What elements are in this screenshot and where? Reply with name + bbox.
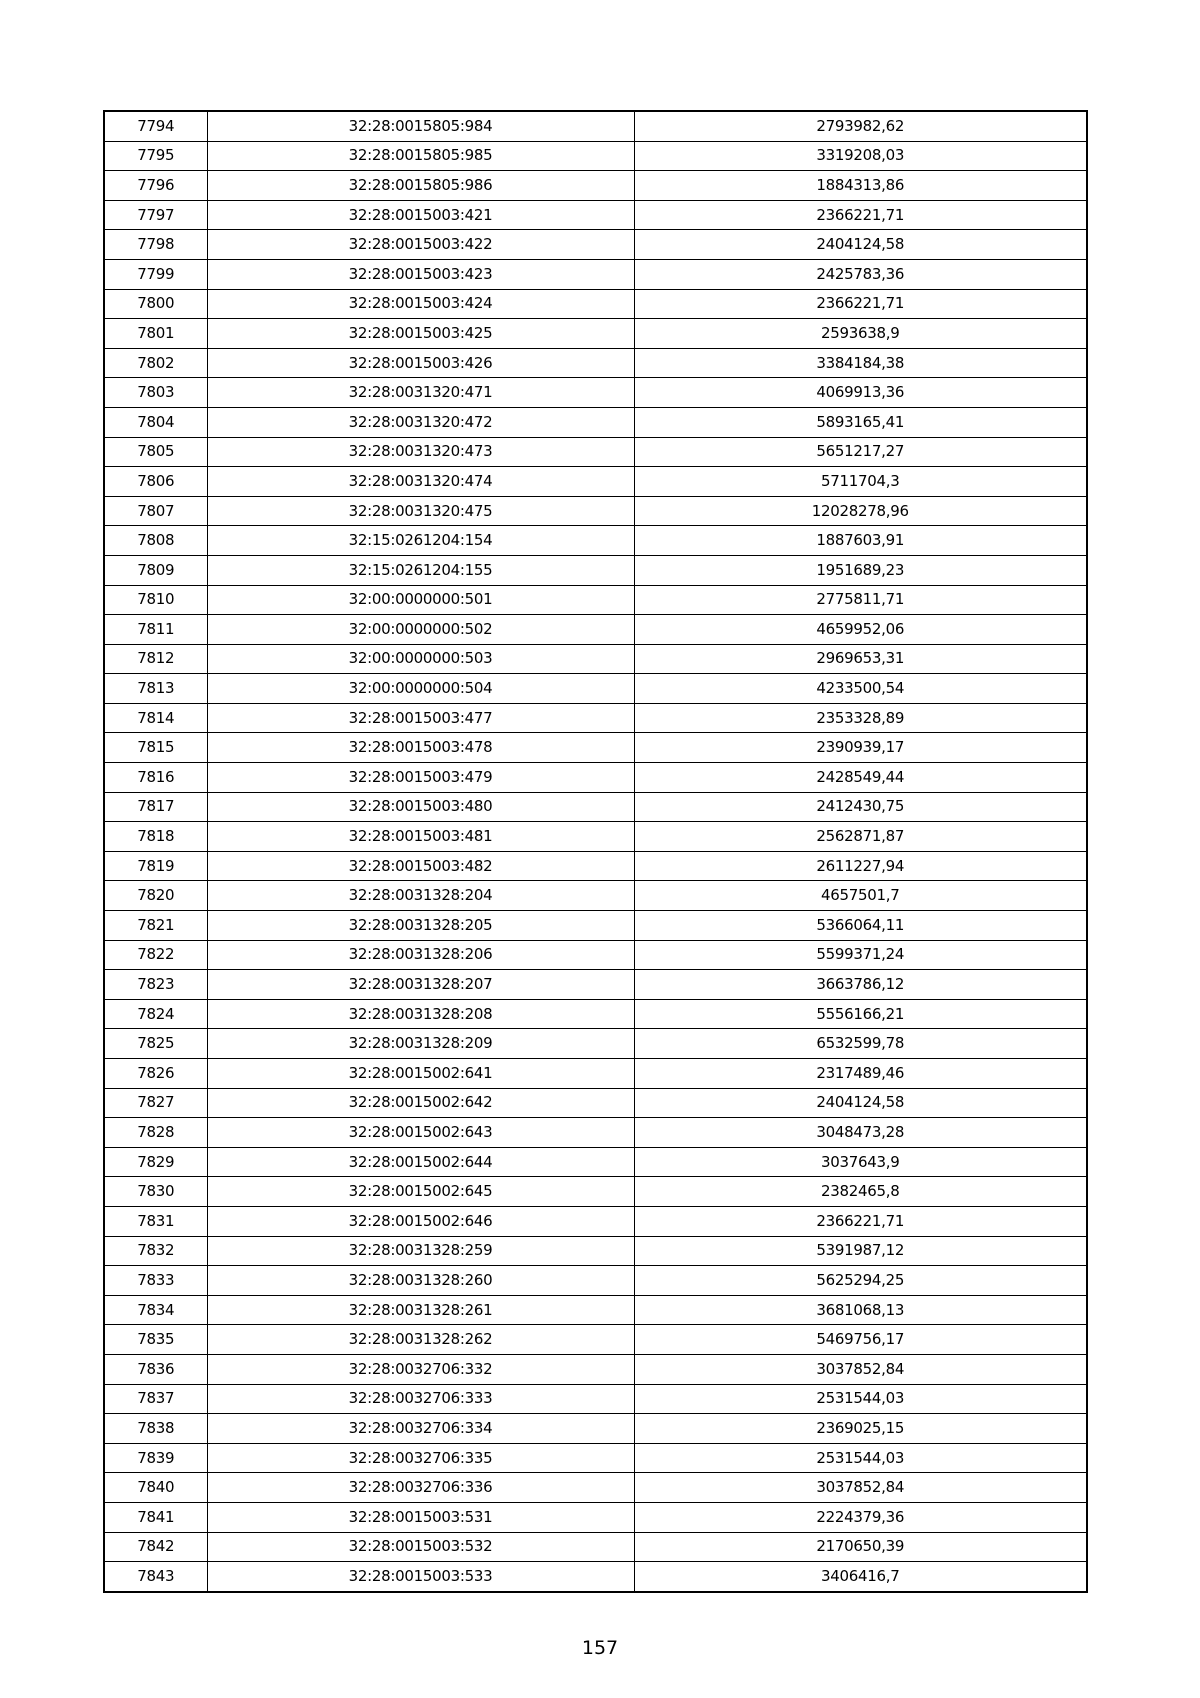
table-row: [104, 1325, 1087, 1355]
table-row: [104, 1147, 1087, 1177]
cadastral-number-cell: 32:28:0031328:206: [207, 940, 634, 970]
table-row: [104, 1473, 1087, 1503]
table-row: [104, 1414, 1087, 1444]
value-cell: 5366064,11: [634, 911, 1087, 941]
value-cell: 2404124,58: [634, 1088, 1087, 1118]
table-row: [104, 1443, 1087, 1473]
row-number-cell: 7826: [104, 1059, 207, 1089]
value-cell: 2425783,36: [634, 259, 1087, 289]
cadastral-number-cell: 32:28:0032706:336: [207, 1473, 634, 1503]
table-row: [104, 940, 1087, 970]
row-number-cell: 7832: [104, 1236, 207, 1266]
row-number-cell: 7806: [104, 467, 207, 497]
row-number-cell: 7801: [104, 319, 207, 349]
row-number-cell: 7843: [104, 1562, 207, 1592]
cadastral-number-cell: 32:28:0015003:425: [207, 319, 634, 349]
table-row: [104, 1236, 1087, 1266]
cadastral-number-cell: 32:28:0015002:642: [207, 1088, 634, 1118]
table-row: [104, 319, 1087, 349]
value-cell: 3663786,12: [634, 970, 1087, 1000]
table-row: [104, 763, 1087, 793]
cadastral-number-cell: 32:28:0032706:334: [207, 1414, 634, 1444]
cadastral-number-cell: 32:00:0000000:504: [207, 674, 634, 704]
table-row: [104, 970, 1087, 1000]
cadastral-number-cell: 32:28:0015003:422: [207, 230, 634, 260]
row-number-cell: 7823: [104, 970, 207, 1000]
row-number-cell: 7815: [104, 733, 207, 763]
cadastral-number-cell: 32:28:0015002:643: [207, 1118, 634, 1148]
value-cell: 5625294,25: [634, 1266, 1087, 1296]
cadastral-number-cell: 32:28:0015003:426: [207, 348, 634, 378]
value-cell: 2353328,89: [634, 703, 1087, 733]
table-row: [104, 822, 1087, 852]
cadastral-number-cell: 32:28:0031328:208: [207, 999, 634, 1029]
value-cell: 5469756,17: [634, 1325, 1087, 1355]
row-number-cell: 7827: [104, 1088, 207, 1118]
value-cell: 2412430,75: [634, 792, 1087, 822]
cadastral-number-cell: 32:28:0015002:641: [207, 1059, 634, 1089]
row-number-cell: 7820: [104, 881, 207, 911]
row-number-cell: 7802: [104, 348, 207, 378]
value-cell: 3037852,84: [634, 1473, 1087, 1503]
value-cell: 2775811,71: [634, 585, 1087, 615]
cadastral-number-cell: 32:28:0031320:473: [207, 437, 634, 467]
value-cell: 2369025,15: [634, 1414, 1087, 1444]
row-number-cell: 7813: [104, 674, 207, 704]
cadastral-number-cell: 32:28:0031328:209: [207, 1029, 634, 1059]
table-row: [104, 378, 1087, 408]
value-cell: 3037852,84: [634, 1354, 1087, 1384]
cadastral-number-cell: 32:28:0031328:262: [207, 1325, 634, 1355]
table-row: [104, 1532, 1087, 1562]
cadastral-number-cell: 32:28:0015805:985: [207, 141, 634, 171]
value-cell: 2428549,44: [634, 763, 1087, 793]
value-cell: 2366221,71: [634, 1206, 1087, 1236]
table-row: [104, 911, 1087, 941]
cadastral-number-cell: 32:28:0031328:261: [207, 1295, 634, 1325]
value-cell: 2531544,03: [634, 1443, 1087, 1473]
row-number-cell: 7797: [104, 200, 207, 230]
table-row: [104, 1206, 1087, 1236]
row-number-cell: 7812: [104, 644, 207, 674]
table-row: [104, 1295, 1087, 1325]
value-cell: 1951689,23: [634, 555, 1087, 585]
table-row: [104, 348, 1087, 378]
table-row: [104, 1354, 1087, 1384]
row-number-cell: 7840: [104, 1473, 207, 1503]
row-number-cell: 7828: [104, 1118, 207, 1148]
value-cell: 2969653,31: [634, 644, 1087, 674]
value-cell: 4233500,54: [634, 674, 1087, 704]
table-row: [104, 881, 1087, 911]
table-row: [104, 1177, 1087, 1207]
table-row: [104, 1059, 1087, 1089]
row-number-cell: 7810: [104, 585, 207, 615]
cadastral-number-cell: 32:28:0015002:645: [207, 1177, 634, 1207]
table-row: [104, 615, 1087, 645]
table-row: [104, 289, 1087, 319]
table-row: [104, 1088, 1087, 1118]
table-row: [104, 1029, 1087, 1059]
value-cell: 2366221,71: [634, 200, 1087, 230]
row-number-cell: 7819: [104, 851, 207, 881]
table-row: [104, 644, 1087, 674]
cadastral-number-cell: 32:28:0032706:332: [207, 1354, 634, 1384]
value-cell: 2611227,94: [634, 851, 1087, 881]
cadastral-number-cell: 32:28:0015003:477: [207, 703, 634, 733]
row-number-cell: 7838: [104, 1414, 207, 1444]
table-row: [104, 555, 1087, 585]
table-row: [104, 1502, 1087, 1532]
value-cell: 5556166,21: [634, 999, 1087, 1029]
cadastral-number-cell: 32:28:0015003:482: [207, 851, 634, 881]
cadastral-number-cell: 32:28:0015003:531: [207, 1502, 634, 1532]
row-number-cell: 7841: [104, 1502, 207, 1532]
table-row: [104, 230, 1087, 260]
cadastral-number-cell: 32:28:0031320:472: [207, 407, 634, 437]
value-cell: 2404124,58: [634, 230, 1087, 260]
row-number-cell: 7808: [104, 526, 207, 556]
table-row: [104, 467, 1087, 497]
value-cell: 5651217,27: [634, 437, 1087, 467]
value-cell: 2531544,03: [634, 1384, 1087, 1414]
row-number-cell: 7834: [104, 1295, 207, 1325]
page-number: 157: [581, 1637, 619, 1659]
row-number-cell: 7796: [104, 171, 207, 201]
row-number-cell: 7804: [104, 407, 207, 437]
table-row: [104, 259, 1087, 289]
value-cell: 4657501,7: [634, 881, 1087, 911]
value-cell: 4069913,36: [634, 378, 1087, 408]
row-number-cell: 7811: [104, 615, 207, 645]
row-number-cell: 7833: [104, 1266, 207, 1296]
table-row: [104, 733, 1087, 763]
cadastral-number-cell: 32:28:0015003:480: [207, 792, 634, 822]
cadastral-number-cell: 32:28:0031328:207: [207, 970, 634, 1000]
table-row: [104, 111, 1087, 141]
table-row: [104, 851, 1087, 881]
value-cell: 3037643,9: [634, 1147, 1087, 1177]
row-number-cell: 7839: [104, 1443, 207, 1473]
value-cell: 2382465,8: [634, 1177, 1087, 1207]
row-number-cell: 7809: [104, 555, 207, 585]
cadastral-number-cell: 32:28:0031328:260: [207, 1266, 634, 1296]
cadastral-number-cell: 32:28:0015003:421: [207, 200, 634, 230]
value-cell: 3384184,38: [634, 348, 1087, 378]
cadastral-number-cell: 32:28:0015003:478: [207, 733, 634, 763]
table-row: [104, 141, 1087, 171]
cadastral-number-cell: 32:00:0000000:503: [207, 644, 634, 674]
value-cell: 4659952,06: [634, 615, 1087, 645]
value-cell: 2593638,9: [634, 319, 1087, 349]
value-cell: 5599371,24: [634, 940, 1087, 970]
cadastral-number-cell: 32:28:0015003:532: [207, 1532, 634, 1562]
cadastral-number-cell: 32:28:0031328:259: [207, 1236, 634, 1266]
row-number-cell: 7822: [104, 940, 207, 970]
table-row: [104, 792, 1087, 822]
table-row: [104, 585, 1087, 615]
row-number-cell: 7800: [104, 289, 207, 319]
value-cell: 1887603,91: [634, 526, 1087, 556]
value-cell: 2224379,36: [634, 1502, 1087, 1532]
row-number-cell: 7816: [104, 763, 207, 793]
value-cell: 12028278,96: [634, 496, 1087, 526]
row-number-cell: 7831: [104, 1206, 207, 1236]
row-number-cell: 7829: [104, 1147, 207, 1177]
cadastral-number-cell: 32:15:0261204:154: [207, 526, 634, 556]
cadastral-number-cell: 32:00:0000000:502: [207, 615, 634, 645]
table-row: [104, 437, 1087, 467]
cadastral-number-cell: 32:00:0000000:501: [207, 585, 634, 615]
cadastral-number-cell: 32:28:0032706:335: [207, 1443, 634, 1473]
row-number-cell: 7805: [104, 437, 207, 467]
value-cell: 2170650,39: [634, 1532, 1087, 1562]
cadastral-number-cell: 32:28:0015805:986: [207, 171, 634, 201]
row-number-cell: 7836: [104, 1354, 207, 1384]
value-cell: 2390939,17: [634, 733, 1087, 763]
row-number-cell: 7824: [104, 999, 207, 1029]
row-number-cell: 7799: [104, 259, 207, 289]
data-table-container: [103, 110, 1086, 1593]
table-row: [104, 674, 1087, 704]
value-cell: 2317489,46: [634, 1059, 1087, 1089]
value-cell: 5711704,3: [634, 467, 1087, 497]
value-cell: 3406416,7: [634, 1562, 1087, 1592]
row-number-cell: 7795: [104, 141, 207, 171]
table-row: [104, 999, 1087, 1029]
table-row: [104, 171, 1087, 201]
cadastral-number-cell: 32:28:0032706:333: [207, 1384, 634, 1414]
table-row: [104, 1118, 1087, 1148]
row-number-cell: 7821: [104, 911, 207, 941]
cadastral-value-table: [103, 110, 1088, 1593]
cadastral-number-cell: 32:28:0031320:475: [207, 496, 634, 526]
cadastral-number-cell: 32:28:0015003:424: [207, 289, 634, 319]
table-row: [104, 1562, 1087, 1592]
cadastral-number-cell: 32:28:0015002:646: [207, 1206, 634, 1236]
row-number-cell: 7825: [104, 1029, 207, 1059]
row-number-cell: 7794: [104, 111, 207, 141]
cadastral-number-cell: 32:28:0031320:471: [207, 378, 634, 408]
value-cell: 5391987,12: [634, 1236, 1087, 1266]
value-cell: 3681068,13: [634, 1295, 1087, 1325]
value-cell: 6532599,78: [634, 1029, 1087, 1059]
table-row: [104, 1266, 1087, 1296]
cadastral-number-cell: 32:15:0261204:155: [207, 555, 634, 585]
value-cell: 3319208,03: [634, 141, 1087, 171]
table-row: [104, 200, 1087, 230]
cadastral-number-cell: 32:28:0015003:479: [207, 763, 634, 793]
table-body: [104, 111, 1087, 1592]
table-row: [104, 1384, 1087, 1414]
row-number-cell: 7817: [104, 792, 207, 822]
cadastral-number-cell: 32:28:0015003:481: [207, 822, 634, 852]
row-number-cell: 7807: [104, 496, 207, 526]
cadastral-number-cell: 32:28:0015003:423: [207, 259, 634, 289]
row-number-cell: 7842: [104, 1532, 207, 1562]
table-row: [104, 526, 1087, 556]
value-cell: 2366221,71: [634, 289, 1087, 319]
value-cell: 2562871,87: [634, 822, 1087, 852]
value-cell: 3048473,28: [634, 1118, 1087, 1148]
cadastral-number-cell: 32:28:0015003:533: [207, 1562, 634, 1592]
cadastral-number-cell: 32:28:0031320:474: [207, 467, 634, 497]
row-number-cell: 7803: [104, 378, 207, 408]
row-number-cell: 7818: [104, 822, 207, 852]
cadastral-number-cell: 32:28:0015805:984: [207, 111, 634, 141]
row-number-cell: 7798: [104, 230, 207, 260]
value-cell: 1884313,86: [634, 171, 1087, 201]
table-row: [104, 703, 1087, 733]
row-number-cell: 7814: [104, 703, 207, 733]
table-row: [104, 496, 1087, 526]
row-number-cell: 7830: [104, 1177, 207, 1207]
cadastral-number-cell: 32:28:0015002:644: [207, 1147, 634, 1177]
row-number-cell: 7835: [104, 1325, 207, 1355]
cadastral-number-cell: 32:28:0031328:205: [207, 911, 634, 941]
value-cell: 5893165,41: [634, 407, 1087, 437]
value-cell: 2793982,62: [634, 111, 1087, 141]
table-row: [104, 407, 1087, 437]
cadastral-number-cell: 32:28:0031328:204: [207, 881, 634, 911]
row-number-cell: 7837: [104, 1384, 207, 1414]
